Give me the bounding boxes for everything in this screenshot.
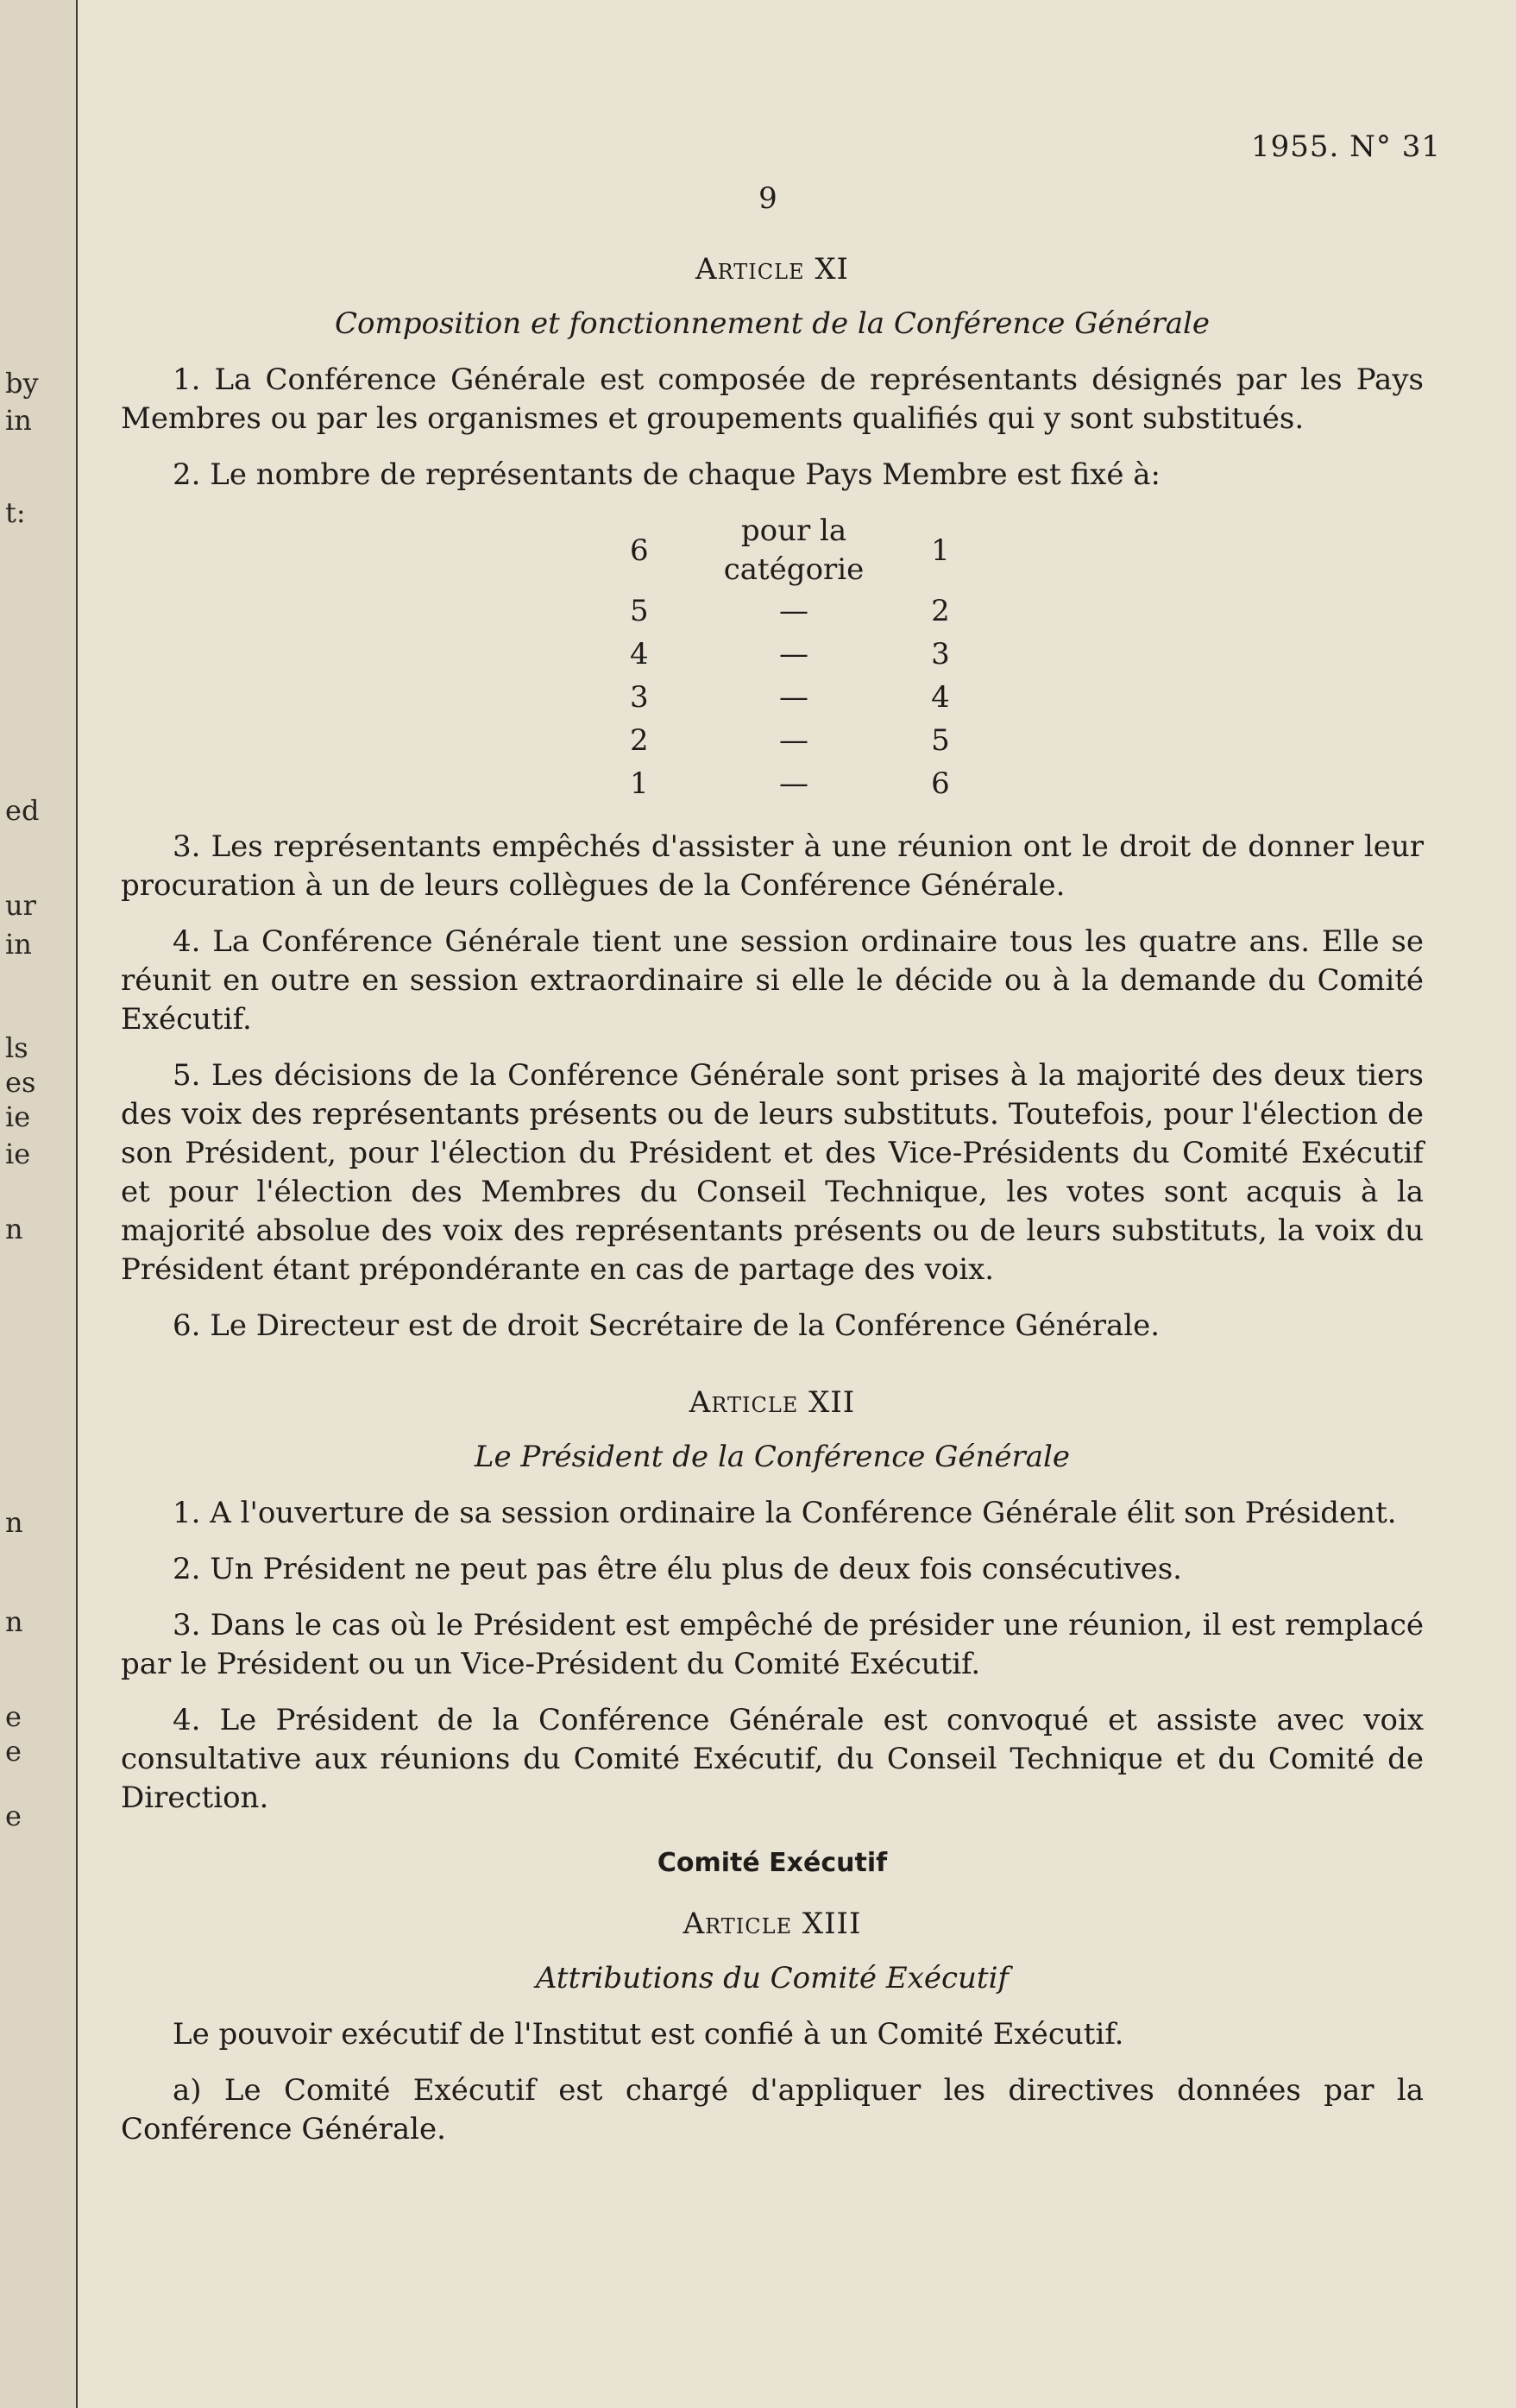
representatives-count: 3	[630, 679, 649, 715]
article-xii-paragraph-4: 4. Le Président de la Conférence Générale est convoqué et assiste avec voix consultative aux réunions du Comité Exécutif, du Conseil Technique et du Comité de Direction.	[121, 1703, 1424, 1815]
section-heading: Comité Exécutif	[657, 1848, 888, 1878]
table-row	[621, 762, 966, 805]
article-xiii-title: Article XIII	[683, 1907, 862, 1941]
article-xiii-paragraph-2: a) Le Comité Exécutif est chargé d'appliquer les directives données par la Conférence Générale.	[121, 2073, 1424, 2146]
previous-page-edge	[0, 0, 78, 2408]
margin-fragment: in	[5, 404, 32, 437]
representatives-count: 2	[630, 722, 649, 758]
category-label: —	[779, 593, 808, 628]
article-xii-subtitle: Le Président de la Conférence Générale	[474, 1440, 1071, 1474]
page-number: 9	[758, 181, 777, 216]
article-xi-paragraph-2: 2. Le nombre de représentants de chaque Pays Membre est fixé à:	[173, 457, 1161, 492]
article-xi-title: Article XI	[695, 252, 849, 287]
article-xii-paragraph-3: 3. Dans le cas où le Président est empêché de présider une réunion, il est remplacé par le Président ou un Vice-Président du Comité Exécutif.	[121, 1608, 1424, 1681]
article-xii-title: Article XII	[689, 1385, 856, 1420]
article-xiii-subtitle: Attributions du Comité Exécutif	[535, 1961, 1010, 1995]
margin-fragment: in	[5, 928, 32, 961]
article-xi-paragraph-5: 5. Les décisions de la Conférence Générale sont prises à la majorité des deux tiers des voix des représentants présents ou de leurs substituts. Toutefois, pour l'élection de son Président, pour l'élection du Président et des Vice-Présidents du Comité Exécutif et pour l'élection des Membres du Conseil Technique, les votes sont acquis à la majorité absolue des voix des représentants présents ou de leurs substituts, la voix du Président étant prépondérante en cas de partage des voix.	[121, 1058, 1424, 1287]
category-number: 3	[931, 636, 950, 671]
category-number: 2	[931, 593, 950, 628]
page-content	[121, 250, 1424, 2166]
table-row	[621, 633, 966, 676]
representatives-count: 4	[630, 636, 649, 671]
representatives-count: 1	[630, 766, 649, 801]
margin-fragment: ur	[5, 889, 36, 922]
category-label: —	[779, 636, 808, 671]
table-row	[621, 512, 966, 589]
article-xii-paragraph-2: 2. Un Président ne peut pas être élu plus de deux fois consécutives.	[173, 1552, 1182, 1586]
category-number: 5	[931, 722, 950, 758]
margin-fragment: e	[5, 1700, 22, 1733]
margin-fragment: n	[5, 1605, 23, 1638]
category-number: 4	[931, 679, 950, 715]
category-number: 1	[931, 533, 950, 568]
table-row	[621, 719, 966, 762]
margin-fragment: ie	[5, 1138, 31, 1170]
table-row	[621, 589, 966, 633]
margin-fragment: n	[5, 1506, 23, 1539]
document-page	[95, 0, 1441, 2408]
category-label: —	[779, 722, 808, 758]
margin-fragment: ie	[5, 1100, 31, 1133]
table-row	[621, 676, 966, 719]
representatives-count: 6	[630, 533, 649, 568]
article-xi-subtitle: Composition et fonctionnement de la Conférence Générale	[334, 306, 1211, 341]
margin-fragment: ed	[5, 794, 40, 827]
category-label: —	[779, 766, 808, 801]
margin-fragment: t:	[5, 496, 26, 529]
margin-fragment: n	[5, 1213, 23, 1245]
article-xi-paragraph-1: 1. La Conférence Générale est composée de représentants désignés par les Pays Membres ou par les organismes et groupements qualifiés qui y sont substitués.	[121, 362, 1424, 436]
article-xi-paragraph-4: 4. La Conférence Générale tient une session ordinaire tous les quatre ans. Elle se réunit en outre en session extraordinaire si elle le décide ou à la demande du Comité Exécutif.	[121, 924, 1424, 1037]
margin-fragment: by	[5, 367, 39, 400]
margin-fragment: es	[5, 1066, 36, 1099]
category-label: —	[779, 679, 808, 715]
category-label: pour la catégorie	[723, 514, 865, 587]
article-xii-paragraph-1: 1. A l'ouverture de sa session ordinaire la Conférence Générale élit son Président.	[173, 1496, 1397, 1530]
article-xi-paragraph-3: 3. Les représentants empêchés d'assister à une réunion ont le droit de donner leur procuration à un de leurs collègues de la Conférence Générale.	[121, 829, 1424, 903]
representatives-table	[621, 512, 966, 805]
category-number: 6	[931, 766, 950, 801]
representatives-count: 5	[630, 593, 649, 628]
page-header: 1955. N° 31	[1251, 129, 1441, 164]
article-xi-paragraph-6: 6. Le Directeur est de droit Secrétaire de la Conférence Générale.	[173, 1308, 1161, 1343]
article-xiii-paragraph-1: Le pouvoir exécutif de l'Institut est confié à un Comité Exécutif.	[173, 2017, 1124, 2052]
margin-fragment: e	[5, 1800, 22, 1832]
margin-fragment: e	[5, 1735, 22, 1768]
margin-fragment: ls	[5, 1031, 28, 1064]
